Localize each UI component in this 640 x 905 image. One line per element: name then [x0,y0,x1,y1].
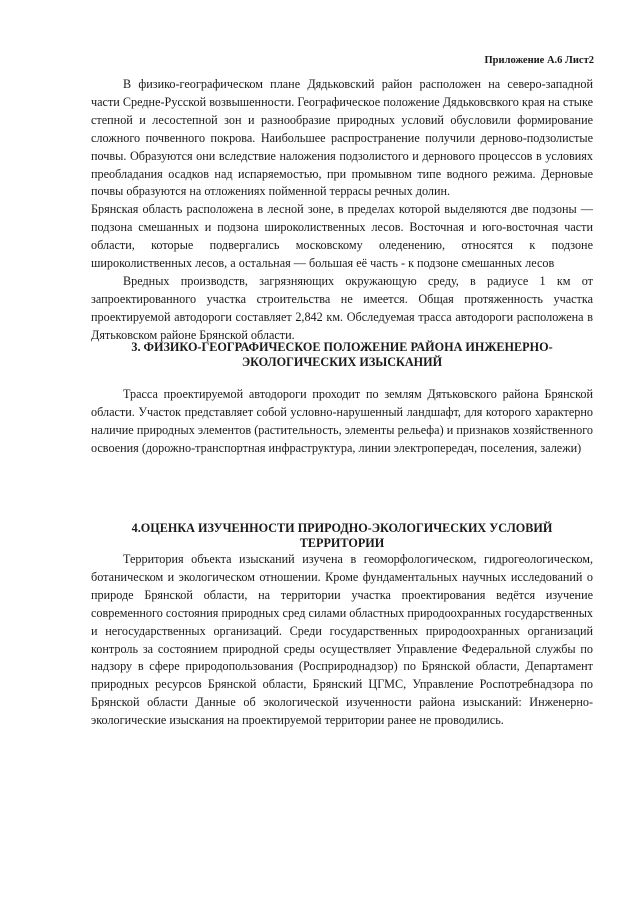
intro-text [91,76,593,345]
paragraph-geography: В физико-географическом плане Дядьковский район расположен на северо-западной части Средне-Русской возвышенности. Географическое положение Дядьковсвкого края на стыке степной и лесостепной зон и разнообразие природных условий обусловили формирование сложного почвенного покрова. Наибольшее распространение получили дерново-подзолистые почвы. Образуются они вследствие наложения подзолистого и дернового процессов в условиях преобладания осадков над испаряемостью, при промывном типе водного режима. Дерновые почвы образуются на отложениях пойменной террасы речных долин. [91,77,593,199]
appendix-label: Приложение А.6 Лист2 [484,55,594,66]
section-4-heading: 4.ОЦЕНКА ИЗУЧЕННОСТИ ПРИРОДНО-ЭКОЛОГИЧЕСКИХ УСЛОВИЙ ТЕРРИТОРИИ [131,521,553,550]
paragraph-forest-zones: Брянская область расположена в лесной зоне, в пределах которой выделяются две подзоны — подзона смешанных и подзона широколиственных лесов. Восточная и юго-восточная части области, которые подвергались московскому оледенению, относятся к подзоне широколиственных лесов, а остальная — большая её часть - к подзоне смешанных лесов [91,202,593,271]
paragraph-pollution: Вредных производств, загрязняющих окружающую среду, в радиусе 1 км от запроектированного участка строительства не имеется. Общая протяженность участка проектируемой автодороги составляет 2,842 км. Обследуемая трасса автодороги расположена в Дятьковском районе Брянской области. [91,273,593,342]
section-4-text [91,551,593,730]
section-3-text [91,386,593,458]
section-3-paragraph: Трасса проектируемой автодороги проходит по землям Дятьковского района Брянской области. Участок представляет собой условно-нарушенный ландшафт, для которого характерно наличие природных элементов (растительность, элементы рельефа) и признаков хозяйственного освоения (дорожно-транспортная инфраструктура, линии электропередач, поселения, залежи) [91,387,593,455]
section-3-heading: 3. ФИЗИКО-ГЕОГРАФИЧЕСКОЕ ПОЛОЖЕНИЕ РАЙОНА ИНЖЕНЕРНО-ЭКОЛОГИЧЕСКИХ ИЗЫСКАНИЙ [131,340,553,369]
section-4-paragraph: Территория объекта изысканий изучена в геоморфологическом, гидрогеологическом, ботаническом и экологическом отношении. Кроме фундаментальных научных исследований о природе Брянской области, на территории участка проектирования ведётся изучение современного состояния природных сред силами областных природоохранных государственных и негосударственных организаций. Среди государственных природоохранных организаций контроль за состоянием природной среды осуществляет Управление Федеральной службы по надзору в сфере природопользования (Росприроднадзор) по Брянской области, Департамент природных ресурсов Брянской области, Брянский ЦГМС, Управление Роспотребнадзора по Брянской области Данные об экологической изученности района изысканий: Инженерно-экологические изыскания на проектируемой территории ранее не проводились. [91,552,593,728]
